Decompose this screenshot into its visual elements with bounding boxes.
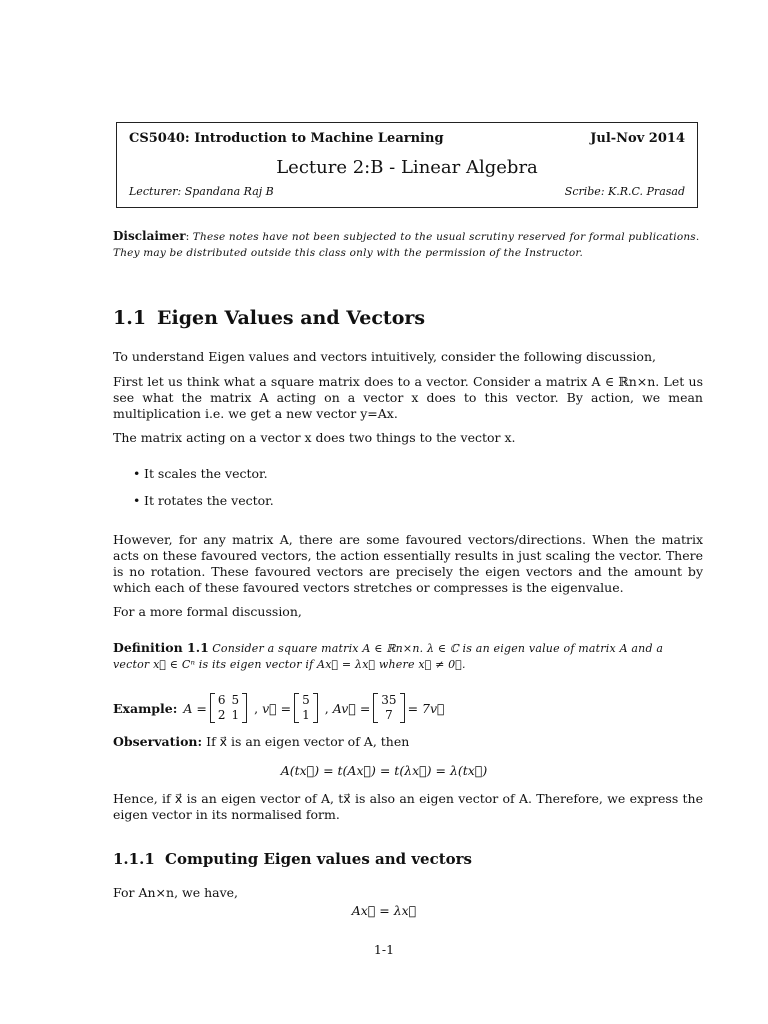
observation-text: If x⃗ is an eigen vector of A, then xyxy=(206,734,410,749)
definition-label: Definition 1.1 xyxy=(113,640,209,655)
computing-equation: Ax⃗ = λx⃗ xyxy=(351,903,417,918)
matrix-cell: 5 xyxy=(231,693,240,707)
paragraph-two-things: The matrix acting on a vector x does two things to the vector x. xyxy=(113,430,516,445)
list-item xyxy=(133,466,274,493)
matrix-a xyxy=(210,693,247,723)
page-number: 1-1 xyxy=(373,942,395,957)
observation-equation: A(tx⃗) = t(Ax⃗) = t(λx⃗) = λ(tx⃗) xyxy=(280,763,488,778)
example xyxy=(113,688,445,728)
header-box xyxy=(116,122,698,208)
subsection-heading xyxy=(113,850,472,868)
matrix-cell: 1 xyxy=(231,708,240,722)
bullet-icon: • xyxy=(133,493,141,508)
lecturer: Lecturer: Spandana Raj B xyxy=(129,185,274,198)
comma: , xyxy=(324,700,329,716)
matrix-cell: 5 xyxy=(302,693,310,707)
matrix-cell: 2 xyxy=(217,708,226,722)
vector-v xyxy=(294,693,318,723)
disclaimer-text: These notes have not been subjected to the usual scrutiny reserved for formal publications. They may be distributed outside this class only with the permission of the Instructor. xyxy=(113,231,700,259)
paragraph-favoured: However, for any matrix A, there are some favoured vectors/directions. When the matrix acts on these favoured vectors, the action essentially results in just scaling the vector. There is no rotation. These favoured vectors are precisely the eigen vectors and the amount by which each of these favoured vectors stretches or compresses is the eigenvalue. xyxy=(113,532,703,595)
bullet-list xyxy=(133,466,274,520)
matrix-cell: 35 xyxy=(381,693,397,707)
comma: , xyxy=(254,700,259,716)
disclaimer-colon: : xyxy=(185,230,190,243)
section-heading xyxy=(113,307,425,329)
example-av-rhs: = 7v⃗ xyxy=(407,700,445,716)
paragraph-formal: For a more formal discussion, xyxy=(113,604,302,619)
lecture-title: Lecture 2:B - Linear Algebra xyxy=(276,157,538,178)
matrix-cell: 6 xyxy=(217,693,226,707)
header-top-row xyxy=(129,131,685,146)
subsection-title: Computing Eigen values and vectors xyxy=(165,850,473,868)
bullet-text: It rotates the vector. xyxy=(144,493,274,508)
section-number: 1.1 xyxy=(113,307,147,329)
course-name: CS5040: Introduction to Machine Learning xyxy=(129,131,444,146)
header-bottom-row xyxy=(129,185,685,198)
computing-text: For An×n, we have, xyxy=(113,885,239,900)
section-title: Eigen Values and Vectors xyxy=(157,307,426,329)
term: Jul-Nov 2014 xyxy=(590,131,685,146)
observation xyxy=(113,734,409,749)
observation-label: Observation: xyxy=(113,734,203,749)
subsection-number: 1.1.1 xyxy=(113,850,155,868)
example-label: Example: xyxy=(113,700,178,716)
matrix-cell: 7 xyxy=(385,708,393,722)
vector-av xyxy=(373,693,404,723)
disclaimer xyxy=(113,229,703,261)
definition xyxy=(113,640,703,673)
bullet-icon: • xyxy=(133,466,141,481)
scribe: Scribe: K.R.C. Prasad xyxy=(564,185,685,198)
definition-text: Consider a square matrix A ∈ ℝn×n. λ ∈ ℂ is an eigen value of matrix A and a vector x⃗ ∈ Cⁿ is its eigen vector if Ax⃗ = λx⃗ where x⃗ ≠ 0⃗. xyxy=(113,642,664,671)
example-v-lhs: v⃗ = xyxy=(262,700,292,716)
disclaimer-label: Disclaimer xyxy=(113,229,186,243)
paragraph-matrix-action: First let us think what a square matrix does to a vector. Consider a matrix A ∈ ℝn×n. Let us see what the matrix A acting on a vector x does to this vector. By action, we mean multiplication i.e. we get a new vector y=Ax. xyxy=(113,374,703,421)
example-av-lhs: Av⃗ = xyxy=(332,700,371,716)
bullet-text: It scales the vector. xyxy=(144,466,268,481)
paragraph-normalised: Hence, if x⃗ is an eigen vector of A, tx⃗ is also an eigen vector of A. Therefore, we express the eigen vector in its normalised form. xyxy=(113,791,703,822)
matrix-cell: 1 xyxy=(302,708,310,722)
list-item xyxy=(133,493,274,520)
paragraph-intro: To understand Eigen values and vectors intuitively, consider the following discussion, xyxy=(113,349,656,364)
example-a-lhs: A = xyxy=(183,700,207,716)
